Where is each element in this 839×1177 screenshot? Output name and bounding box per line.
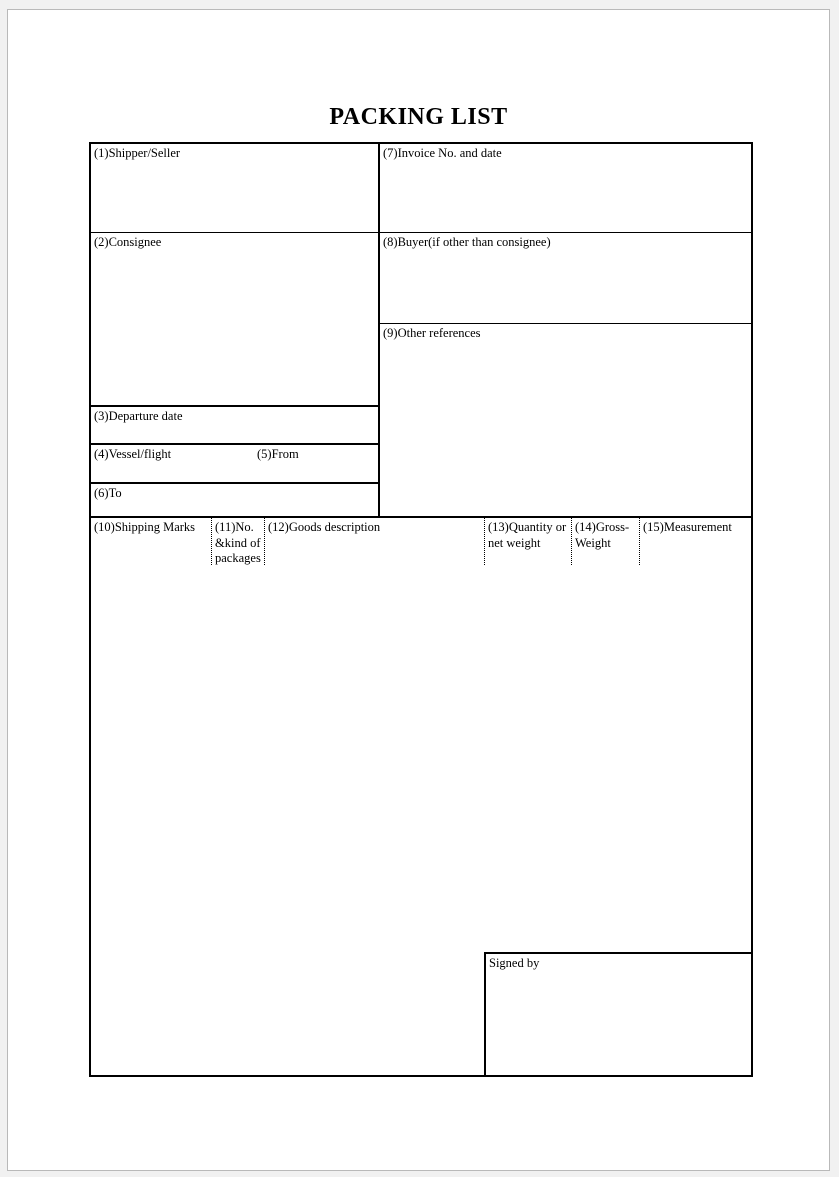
- vessel-flight-field[interactable]: [91, 445, 378, 482]
- document-title: PACKING LIST: [329, 104, 508, 130]
- invoice-field[interactable]: [380, 144, 751, 232]
- departure-date-label: (3)Departure date: [94, 409, 183, 423]
- to-label: (6)To: [94, 486, 122, 500]
- detail-header-row: [91, 518, 751, 565]
- buyer-label: (8)Buyer(if other than consignee): [383, 235, 551, 249]
- goods-description-label: (12)Goods description: [268, 520, 381, 534]
- buyer-field[interactable]: [380, 233, 751, 323]
- invoice-label: (7)Invoice No. and date: [383, 146, 502, 160]
- shipper-label: (1)Shipper/Seller: [94, 146, 181, 160]
- signed-by-label: Signed by: [489, 956, 540, 970]
- signed-by-field[interactable]: [484, 952, 751, 1075]
- measurement-label: (15)Measurement: [643, 520, 732, 534]
- gross-weight-column-header[interactable]: [572, 518, 640, 565]
- consignee-label: (2)Consignee: [94, 235, 162, 249]
- other-references-label: (9)Other references: [383, 326, 481, 340]
- departure-date-field[interactable]: [91, 407, 378, 443]
- packages-column-header[interactable]: [212, 518, 265, 565]
- vessel-flight-label: (4)Vessel/flight: [94, 447, 172, 461]
- packages-label: (11)No. &kind of packages: [215, 520, 261, 565]
- shipping-marks-column-header[interactable]: [91, 518, 212, 565]
- measurement-column-header[interactable]: [640, 518, 751, 565]
- consignee-field[interactable]: [91, 233, 378, 405]
- shipping-marks-label: (10)Shipping Marks: [94, 520, 196, 534]
- other-references-field[interactable]: [380, 324, 751, 516]
- quantity-column-header[interactable]: [485, 518, 572, 565]
- from-label: (5)From: [257, 447, 299, 461]
- shipper-field[interactable]: [91, 144, 378, 232]
- to-field[interactable]: [91, 484, 378, 516]
- packing-list-form-table: [89, 142, 753, 1077]
- document-page: [7, 9, 830, 1171]
- quantity-label: (13)Quantity or net weight: [488, 520, 567, 550]
- gross-weight-label: (14)Gross-Weight: [575, 520, 630, 550]
- goods-description-column-header[interactable]: [265, 518, 485, 565]
